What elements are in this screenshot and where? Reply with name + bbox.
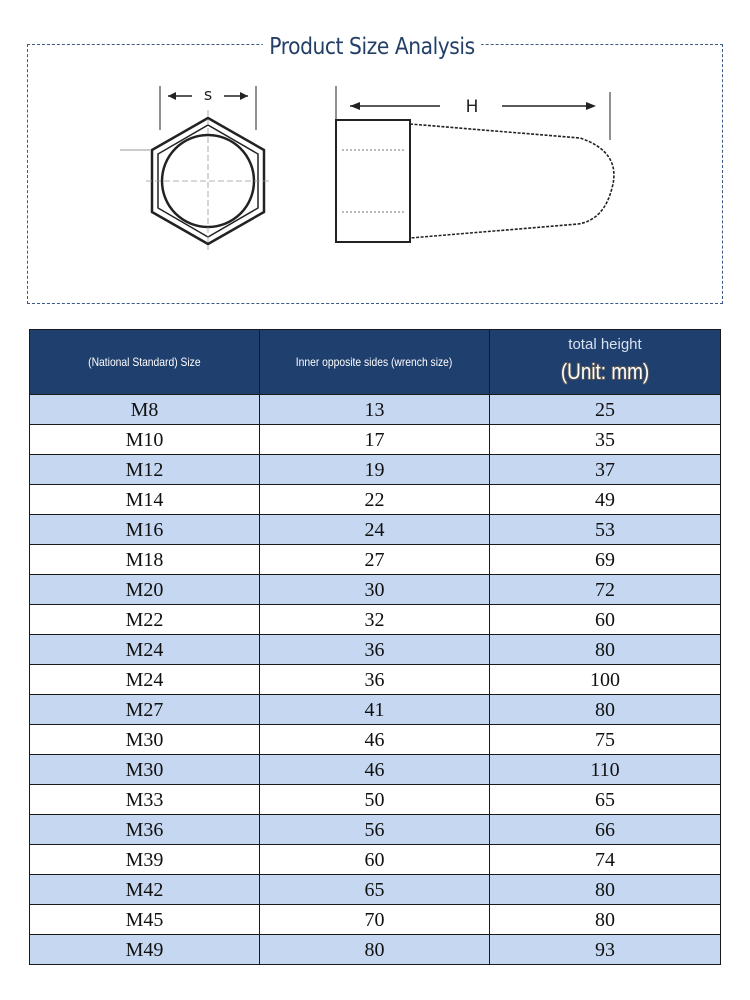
table-row bbox=[30, 425, 721, 455]
header-size: (National Standard) Size bbox=[30, 330, 260, 395]
cell-wrench-size: 30 bbox=[260, 575, 490, 605]
cell-wrench-size: 36 bbox=[260, 635, 490, 665]
cell-total-height: 75 bbox=[490, 725, 721, 755]
table-body bbox=[30, 395, 721, 965]
cell-total-height: 80 bbox=[490, 905, 721, 935]
cell-total-height: 37 bbox=[490, 455, 721, 485]
cell-size: M18 bbox=[30, 545, 260, 575]
cell-wrench-size: 46 bbox=[260, 725, 490, 755]
table-row bbox=[30, 935, 721, 965]
label-s: s bbox=[203, 85, 213, 104]
table-row bbox=[30, 635, 721, 665]
table-row bbox=[30, 515, 721, 545]
cell-wrench-size: 13 bbox=[260, 395, 490, 425]
table-row bbox=[30, 845, 721, 875]
header-total-height bbox=[490, 330, 721, 395]
cell-total-height: 93 bbox=[490, 935, 721, 965]
table-row bbox=[30, 665, 721, 695]
cell-size: M10 bbox=[30, 425, 260, 455]
cell-size: M16 bbox=[30, 515, 260, 545]
cell-size: M22 bbox=[30, 605, 260, 635]
cell-wrench-size: 80 bbox=[260, 935, 490, 965]
label-h: H bbox=[465, 97, 479, 117]
size-table bbox=[29, 329, 721, 965]
cell-wrench-size: 41 bbox=[260, 695, 490, 725]
header-wrench-size: Inner opposite sides (wrench size) bbox=[260, 330, 490, 395]
cell-size: M45 bbox=[30, 905, 260, 935]
cell-size: M42 bbox=[30, 875, 260, 905]
table-header-row bbox=[30, 330, 721, 395]
cell-size: M33 bbox=[30, 785, 260, 815]
cell-size: M14 bbox=[30, 485, 260, 515]
cell-wrench-size: 27 bbox=[260, 545, 490, 575]
cell-wrench-size: 46 bbox=[260, 755, 490, 785]
table-row bbox=[30, 905, 721, 935]
cell-wrench-size: 70 bbox=[260, 905, 490, 935]
table-row bbox=[30, 785, 721, 815]
cell-total-height: 80 bbox=[490, 875, 721, 905]
page-title: Product Size Analysis bbox=[263, 30, 481, 64]
cell-total-height: 72 bbox=[490, 575, 721, 605]
cell-size: M8 bbox=[30, 395, 260, 425]
cell-size: M24 bbox=[30, 665, 260, 695]
cell-size: M27 bbox=[30, 695, 260, 725]
table-row bbox=[30, 875, 721, 905]
cell-total-height: 80 bbox=[490, 695, 721, 725]
cell-wrench-size: 17 bbox=[260, 425, 490, 455]
table-row bbox=[30, 695, 721, 725]
cell-total-height: 80 bbox=[490, 635, 721, 665]
cell-wrench-size: 56 bbox=[260, 815, 490, 845]
cell-wrench-size: 22 bbox=[260, 485, 490, 515]
cell-size: M39 bbox=[30, 845, 260, 875]
cell-total-height: 66 bbox=[490, 815, 721, 845]
cell-total-height: 60 bbox=[490, 605, 721, 635]
table-row bbox=[30, 485, 721, 515]
cell-total-height: 49 bbox=[490, 485, 721, 515]
cell-total-height: 100 bbox=[490, 665, 721, 695]
table-row bbox=[30, 545, 721, 575]
cell-wrench-size: 50 bbox=[260, 785, 490, 815]
table-row bbox=[30, 755, 721, 785]
cell-size: M30 bbox=[30, 755, 260, 785]
table-row bbox=[30, 395, 721, 425]
table-row bbox=[30, 815, 721, 845]
cell-wrench-size: 19 bbox=[260, 455, 490, 485]
cell-size: M30 bbox=[30, 725, 260, 755]
cell-total-height: 69 bbox=[490, 545, 721, 575]
header-total-height-label: total height bbox=[568, 335, 642, 353]
cell-size: M20 bbox=[30, 575, 260, 605]
cell-wrench-size: 60 bbox=[260, 845, 490, 875]
cell-wrench-size: 32 bbox=[260, 605, 490, 635]
cell-wrench-size: 24 bbox=[260, 515, 490, 545]
table-row bbox=[30, 455, 721, 485]
cap-dimension-drawing bbox=[110, 80, 630, 260]
table-row bbox=[30, 725, 721, 755]
cell-size: M24 bbox=[30, 635, 260, 665]
cell-total-height: 53 bbox=[490, 515, 721, 545]
cell-total-height: 110 bbox=[490, 755, 721, 785]
cell-total-height: 35 bbox=[490, 425, 721, 455]
cell-size: M12 bbox=[30, 455, 260, 485]
cell-total-height: 65 bbox=[490, 785, 721, 815]
cell-wrench-size: 65 bbox=[260, 875, 490, 905]
header-unit-label: (Unit: mm) bbox=[560, 358, 650, 384]
cell-size: M36 bbox=[30, 815, 260, 845]
cell-size: M49 bbox=[30, 935, 260, 965]
table-row bbox=[30, 575, 721, 605]
cell-total-height: 25 bbox=[490, 395, 721, 425]
table-row bbox=[30, 605, 721, 635]
hex-end-view bbox=[120, 86, 270, 250]
cell-wrench-size: 36 bbox=[260, 665, 490, 695]
cell-total-height: 74 bbox=[490, 845, 721, 875]
